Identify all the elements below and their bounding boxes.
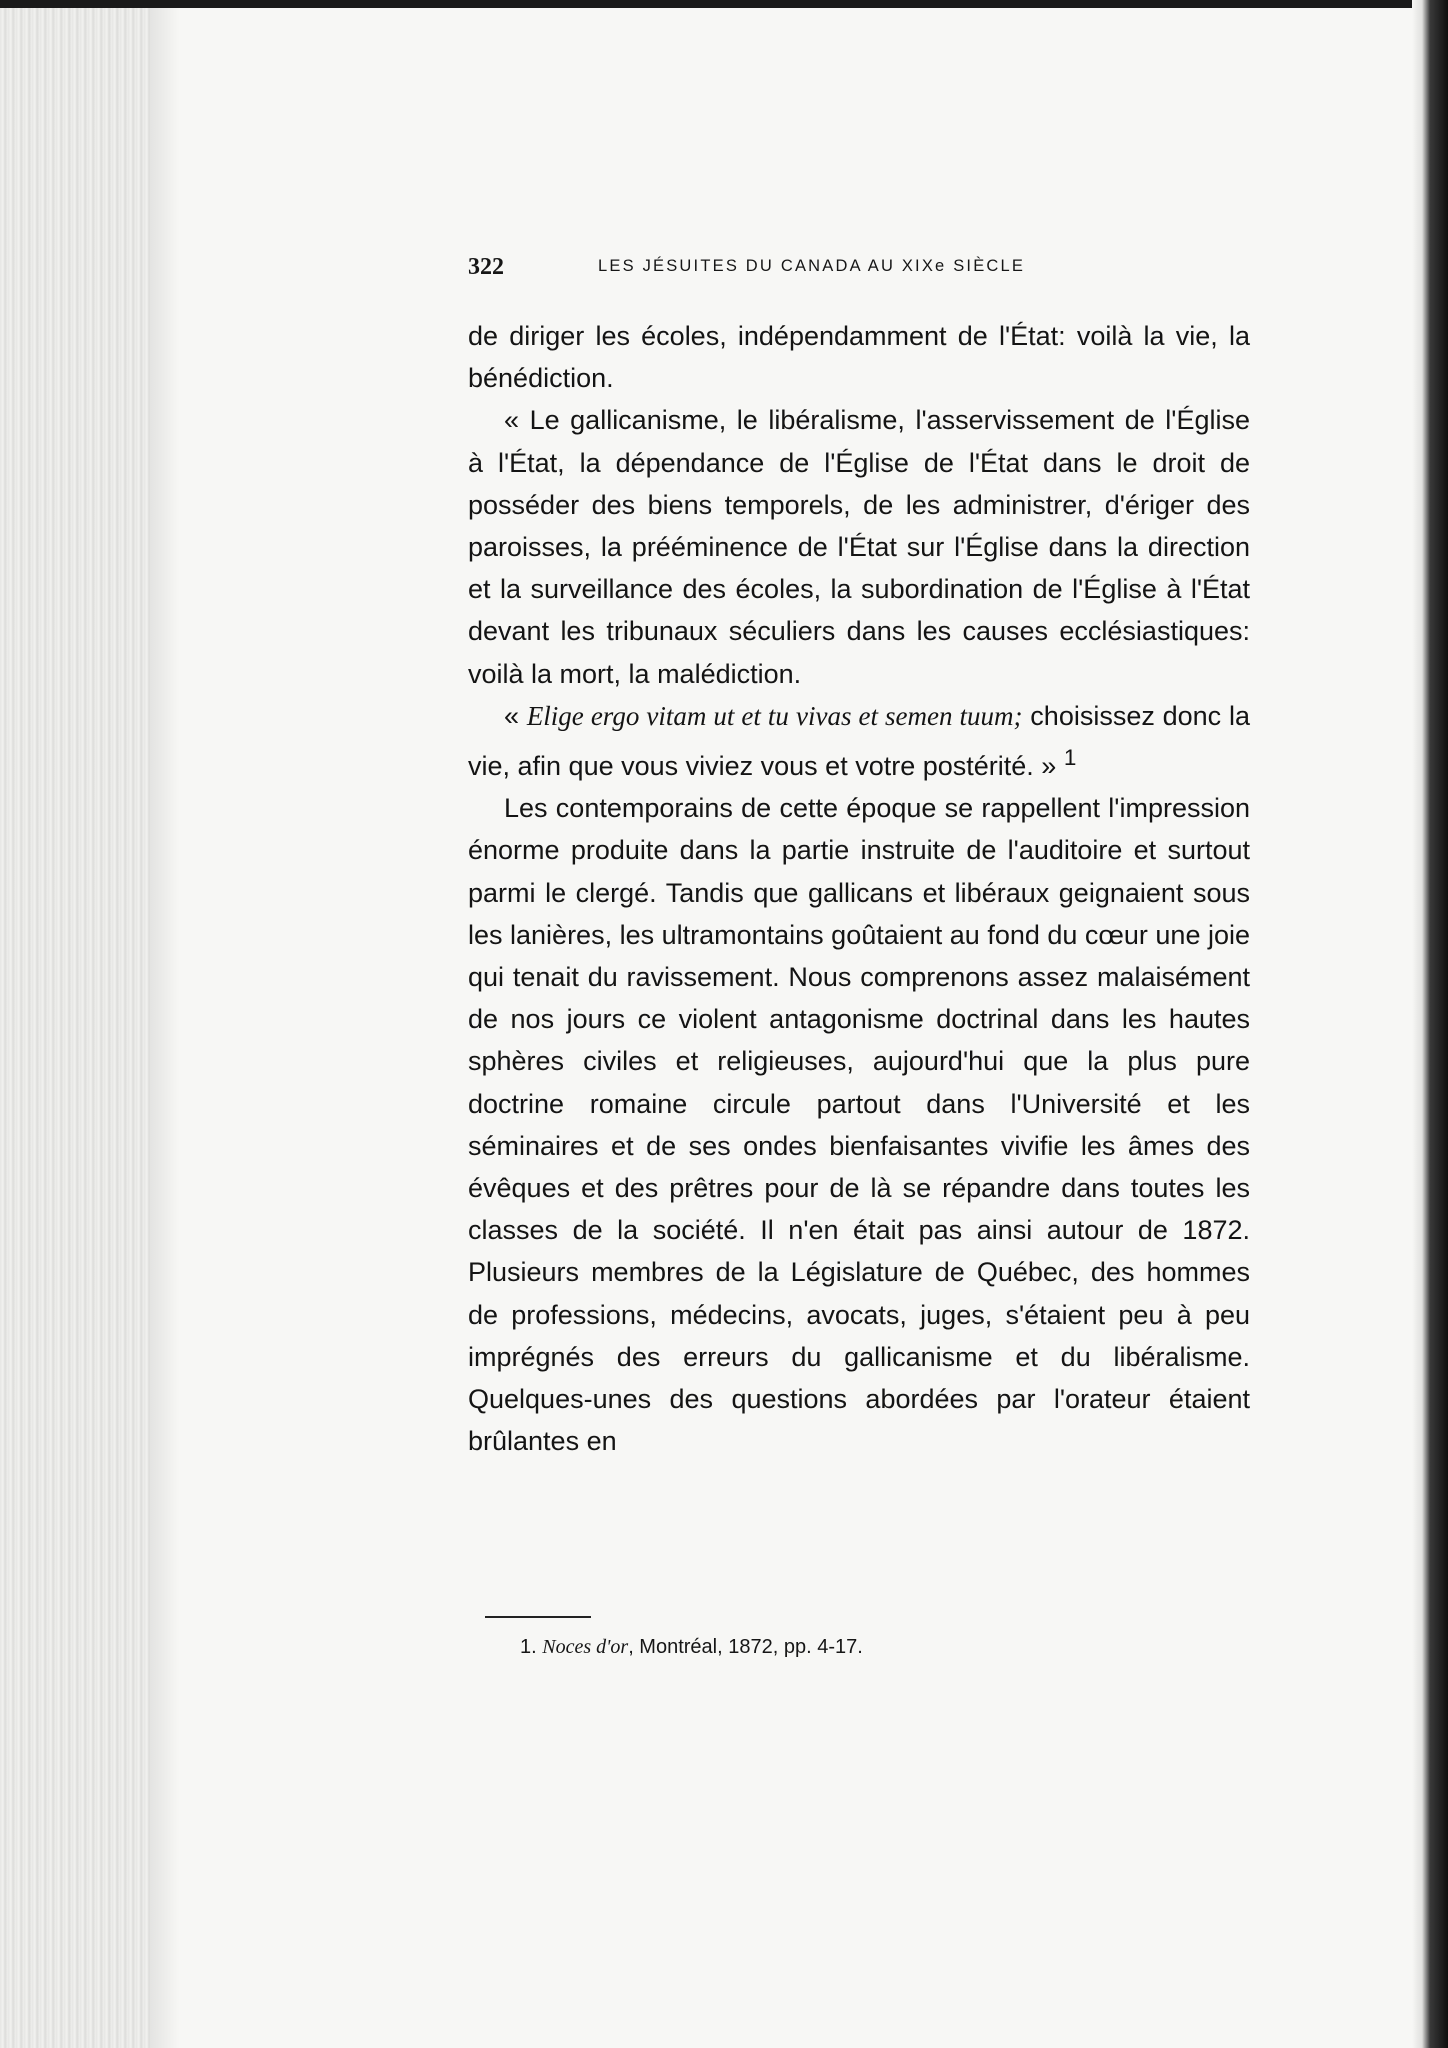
gutter-shadow	[150, 8, 180, 2048]
running-head	[468, 254, 1118, 284]
footnote-number: 1.	[520, 1636, 537, 1658]
paragraph-2: « Le gallicanisme, le libéralisme, l'asservissement de l'Église à l'État, la dépendance de l'Église de l'État dans le droit de posséder des biens temporels, de les administrer, d'ériger des paroisses, la prééminence de l'État sur l'Église dans la direction et la surveillance des écoles, la subordination de l'Église à l'État devant les tribunaux séculiers dans les causes ecclésiastiques: voilà la mort, la malédiction.	[468, 405, 1250, 689]
quote-open: «	[504, 700, 527, 731]
footnote-marker: 1	[1063, 745, 1077, 771]
paragraph-4: Les contemporains de cette époque se rappellent l'impression énorme produite dans la partie instruite de l'auditoire et surtout parmi le clergé. Tandis que gallicans et libéraux geignaient sous les lanières, les ultramontains goûtaient au fond du cœur une joie qui tenait du ravissement. Nous comprenons assez malaisément de nos jours ce violent antagonisme doctrinal dans les hautes sphères civiles et religieuses, aujourd'hui que la plus pure doctrine romaine circule partout dans l'Université et les séminaires et de ses ondes bienfaisantes vivifie les âmes des évêques et des prêtres pour de là se répandre dans toutes les classes de la société. Il n'en était pas ainsi autour de 1872. Plusieurs membres de la Législature de Québec, des hommes de professions, médecins, avocats, juges, s'étaient peu à peu imprégnés des erreurs du gallicanisme et du libéralisme. Quelques-unes des questions abordées par l'orateur étaient brûlantes en	[468, 793, 1250, 1457]
footnote-rule	[485, 1616, 591, 1618]
paragraph-3	[468, 695, 1250, 787]
paragraph-1: de diriger les écoles, indépendamment de l'État: voilà la vie, la bénédiction.	[468, 321, 1250, 394]
footnote-title: Noces d'or	[542, 1636, 629, 1658]
page-number: 322	[468, 254, 504, 280]
page-stack-edge	[0, 8, 151, 2048]
paragraph-3-rest: choisissez donc la vie, afin que vous viviez vous et votre postérité. »	[468, 700, 1250, 782]
footnote	[520, 1636, 863, 1659]
page-right-edge	[1412, 0, 1448, 2048]
latin-quote: Elige ergo vitam ut et tu vivas et semen tuum;	[526, 700, 1023, 731]
body-text	[468, 315, 1250, 1462]
footnote-rest: , Montréal, 1872, pp. 4-17.	[628, 1636, 863, 1658]
running-title: LES JÉSUITES DU CANADA AU XIXe SIÈCLE	[598, 257, 1026, 275]
